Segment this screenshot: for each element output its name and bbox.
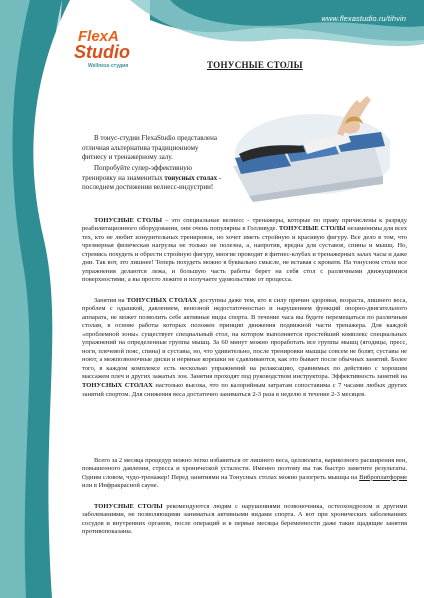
vibroplatform-link[interactable]: Виброплатформе <box>359 473 407 481</box>
recommendations-paragraph: ТОНУСНЫЕ СТОЛЫ рекомендуются людям с нарушениями позвоночника, остеохондрозом и другими заболеваниями, не позволяющими заниматься активными видами спорта. А вот при хронических заболеваниях сосудов и внутренних органов, после операций и в первые месяцы беременности даже такие щадящие занятия противопоказаны. <box>82 502 408 536</box>
intro-paragraph-2: Попробуйте супер-эффективную тренировку на знаменитых тонусных столах - последнем достижении велнесс-индустрии! <box>82 164 222 191</box>
intro-paragraph-1: В тонус-студии FlexaStudio представлена отличная альтернатива традиционному фитнесу и тренажерному залу. <box>82 134 217 161</box>
logo-subtitle: Wellness студия <box>88 63 129 69</box>
results-paragraph: Всего за 2 месяца процедур можно легко избавиться от лишнего веса, целлюлита, варикозного расширения вен, повышенного давления, стресса и хронической усталости. Именно поэтому вы так быстро заметите результаты. Одним словом, чудо-тренажер! Перед занятиями на Тонусных столах можно разогреть мышцы на Виброплатформе или в Инфракрасной сауне. <box>82 456 407 490</box>
page-title: ТОНУСНЫЕ СТОЛЫ <box>207 60 303 70</box>
description-paragraph: ТОНУСНЫЕ СТОЛЫ – это специальные велнесс - тренажеры, которые по праву причислены к разряду реабилитационного оборудования, они очень популярны в Голливуде. ТОНУСНЫЕ СТОЛЫ незаменимы для всех тех, кто не любит изнурительных тренировок, но хочет иметь стройную и красивую фигуру. Все дело в том, что чрезмерная физическая нагрузка не только не полезна, а, напротив, вредна для суставов, спины и мышц. Но, стремясь похудеть и обрести стройную фигуру, многие проводят в фитнес-клубах и тренажерных залах часы и даже дни. Так вот, это лишнее! Теперь похудеть можно в буквально смысле, не вставая с кровати. На тонусном столе все упражнения делаются лежа, и большую часть работы берет на себя стол с различными движущимися поверхностями, а вы просто лежите и получаете удовольствие от процесса. <box>82 216 407 284</box>
tone-table-photo <box>225 84 390 202</box>
flexastudio-logo <box>68 28 158 72</box>
logo-studio: Studio <box>74 42 130 62</box>
logo-flexa: FlexA <box>78 28 119 45</box>
benefits-paragraph: Занятия на ТОНУСНЫХ СТОЛАХ доступны даже тем, кто в силу причин здоровья, возраста, лишнего веса, проблем с одышкой, давлением, венозной недостаточностью и нарушением функций опорно-двигательного аппарата, не может позволить себе активные виды спорта. В течение часа вы будете перемещаться по различным столам, в основе работы которых положен принцип движения подвижной части тренажера. Для каждой «проблемной зоны» существует специальный стол, на котором выполняется простейший комплекс специальных упражнений на определенные группы мышц. За 60 минут можно проработать все группы мышц (ягодицы, пресс, ноги, плечевой пояс, спина) и суставы, но, что удивительно, после тренировки мышцы совсем не болят, суставы не ноют, а межпозвоночные диски и нервные корешки не сдавливаются, как это бывает после обычных занятий. Более того, в каждом комплексе есть несколько упражнений на релаксацию, сравнимых по действию с хорошим массажем плеч и других зажатых зон. Занятия проходят под руководством инструктора. Эффективность занятий на ТОНУСНЫХ СТОЛАХ настолько высока, что по калорийным затратам сопоставима с 7 часами любых других занятий спортом. Для снижения веса достаточно заниматься 2-3 раза в неделю в течение 2-3 месяцев. <box>82 296 407 398</box>
site-url[interactable]: www.flexastudio.ru/tihvin <box>321 14 406 23</box>
